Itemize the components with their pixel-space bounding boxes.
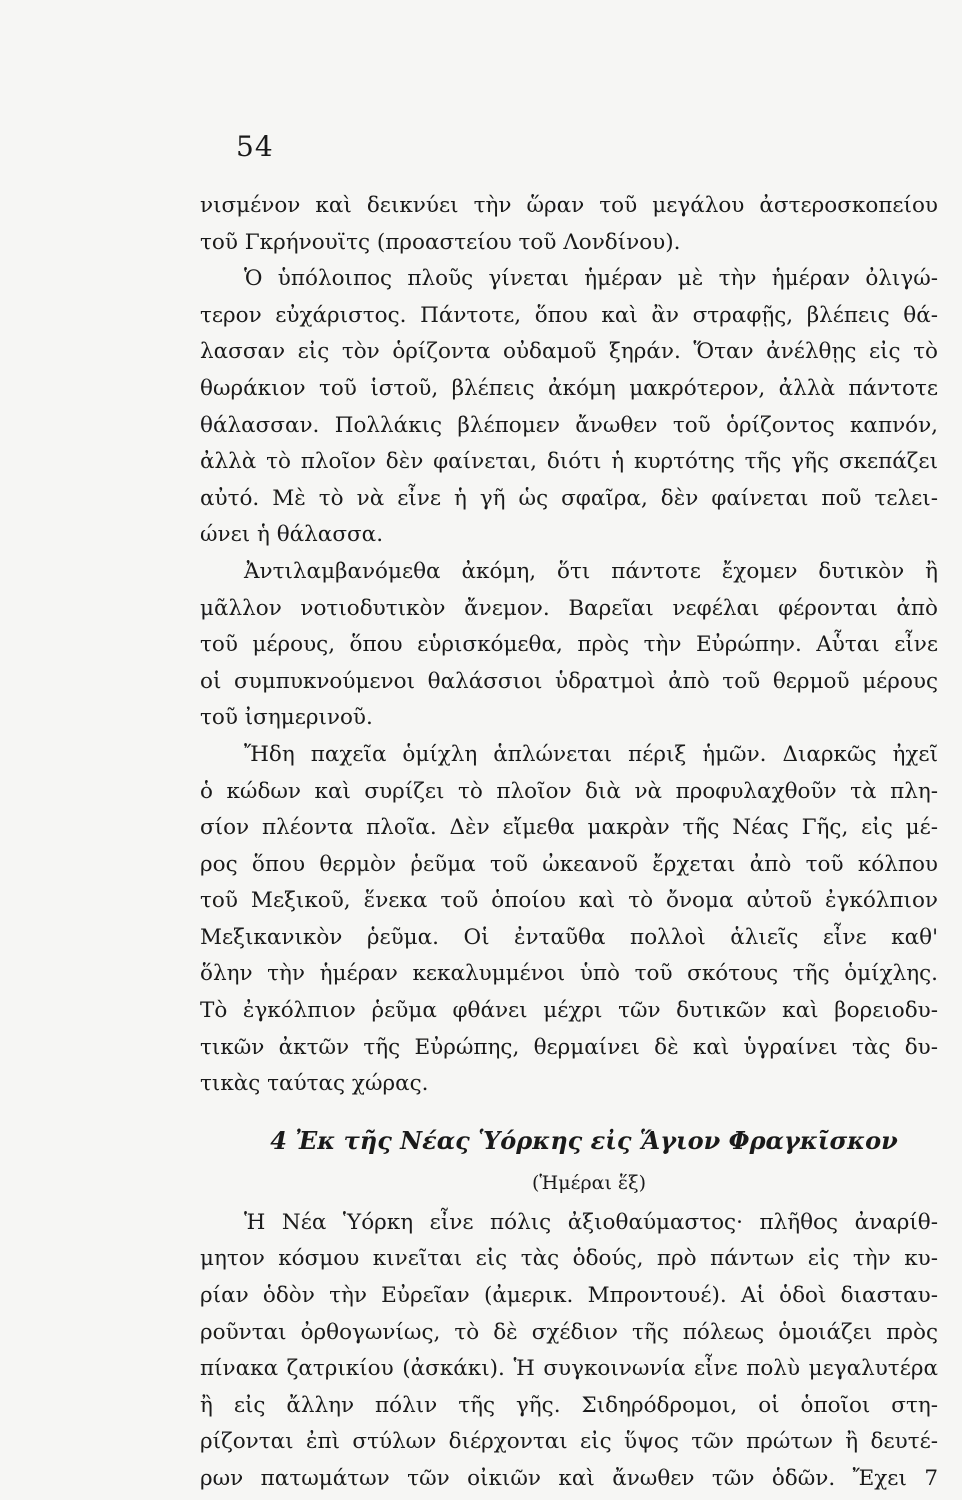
text-line: Ἡ Νέα Ὑόρκη εἶνε πόλις ἀξιοθαύμαστος· πλῆθος ἀναρίθ-	[244, 1209, 938, 1235]
text-line: τοῦ ἰσημερινοῦ.	[200, 705, 373, 731]
text-line: ροῦνται ὀρθογωνίως, τὸ δὲ σχέδιον τῆς πόλεως ὁμοιάζει πρὸς	[200, 1319, 938, 1345]
text-line: μᾶλλον νοτιοδυτικὸν ἄνεμον. Βαρεῖαι νεφέλαι φέρονται ἀπὸ	[200, 595, 938, 621]
text-line: ρίαν ὁδὸν τὴν Εὐρεῖαν (ἀμερικ. Μπροντουέ). Αἱ ὁδοὶ διασταυ-	[200, 1283, 938, 1309]
section-subheading: (Ἡμέραι ἕξ)	[531, 1171, 647, 1194]
text-line: πίνακα ζατρικίου (ἀσκάκι). Ἡ συγκοινωνία εἶνε πολὺ μεγαλυτέρα	[200, 1356, 938, 1382]
text-line: Τὸ ἐγκόλπιον ῥεῦμα φθάνει μέχρι τῶν δυτικῶν καὶ βορειοδυ-	[200, 998, 938, 1024]
text-line: τοῦ Μεξικοῦ, ἕνεκα τοῦ ὁποίου καὶ τὸ ὄνομα αὐτοῦ ἐγκόλπιον	[200, 888, 938, 914]
text-line: ἢ εἰς ἄλλην πόλιν τῆς γῆς. Σιδηρόδρομοι, οἱ ὁποῖοι στη-	[200, 1392, 938, 1418]
text-line: μητον κόσμου κινεῖται εἰς τὰς ὁδούς, πρὸ πάντων εἰς τὴν κυ-	[200, 1246, 938, 1272]
text-line: τικὰς ταύτας χώρας.	[200, 1071, 429, 1097]
page-number: 54	[236, 130, 274, 163]
text-block	[200, 188, 938, 1498]
text-line: ρος ὅπου θερμὸν ῥεῦμα τοῦ ὠκεανοῦ ἔρχεται ἀπὸ τοῦ κόλπου	[200, 851, 938, 877]
text-line: Ἀντιλαμβανόμεθα ἀκόμη, ὅτι πάντοτε ἔχομεν δυτικὸν ἢ	[244, 558, 938, 584]
section-heading: 4 Ἐκ τῆς Νέας Ὑόρκης εἰς Ἅγιον Φραγκῖσκον	[270, 1125, 898, 1155]
text-line: ρων πατωμάτων τῶν οἰκιῶν καὶ ἄνωθεν τῶν ὁδῶν. Ἔχει 7	[200, 1466, 938, 1491]
text-line: νισμένον καὶ δεικνύει τὴν ὥραν τοῦ μεγάλου ἀστεροσκοπείου	[200, 193, 938, 218]
text-line: τοῦ Γκρήνουϊτς (προαστείου τοῦ Λονδίνου).	[200, 229, 681, 255]
text-line: ώνει ἡ θάλασσα.	[200, 522, 384, 548]
text-line: αὐτό. Μὲ τὸ νὰ εἶνε ἡ γῆ ὡς σφαῖρα, δὲν φαίνεται ποῦ τελει-	[200, 485, 938, 511]
text-line: οἱ συμπυκνούμενοι θαλάσσιοι ὑδρατμοὶ ἀπὸ τοῦ θερμοῦ μέρους	[200, 668, 938, 694]
text-line: ὁ κώδων καὶ συρίζει τὸ πλοῖον διὰ νὰ προφυλαχθοῦν τὰ πλη-	[200, 778, 938, 804]
text-line: Ἤδη παχεῖα ὁμίχλη ἁπλώνεται πέριξ ἡμῶν. Διαρκῶς ἠχεῖ	[244, 741, 938, 767]
text-line: σίον πλέοντα πλοῖα. Δὲν εἴμεθα μακρὰν τῆς Νέας Γῆς, εἰς μέ-	[200, 815, 938, 841]
text-line: ρίζονται ἐπὶ στύλων διέρχονται εἰς ὕψος τῶν πρώτων ἢ δευτέ-	[200, 1429, 938, 1455]
text-line: θάλασσαν. Πολλάκις βλέπομεν ἄνωθεν τοῦ ὁρίζοντος καπνόν,	[200, 412, 938, 438]
text-line: θωράκιον τοῦ ἱστοῦ, βλέπεις ἀκόμη μακρότερον, ἀλλὰ πάντοτε	[200, 375, 938, 401]
text-line: ἀλλὰ τὸ πλοῖον δὲν φαίνεται, διότι ἡ κυρτότης τῆς γῆς σκεπάζει	[200, 449, 938, 475]
text-line: τερον εὐχάριστος. Πάντοτε, ὅπου καὶ ἂν στραφῇς, βλέπεις θά-	[200, 302, 938, 328]
text-line: Ὁ ὑπόλοιπος πλοῦς γίνεται ἡμέραν μὲ τὴν ἡμέραν ὀλιγώ-	[244, 266, 938, 292]
text-line: λασσαν εἰς τὸν ὁρίζοντα οὐδαμοῦ ξηράν. Ὅταν ἀνέλθῃς εἰς τὸ	[200, 339, 938, 365]
text-line: τοῦ μέρους, ὅπου εὑρισκόμεθα, πρὸς τὴν Εὐρώπην. Αὗται εἶνε	[200, 632, 938, 658]
text-line: ὅλην τὴν ἡμέραν κεκαλυμμένοι ὑπὸ τοῦ σκότους τῆς ὁμίχλης.	[200, 961, 938, 987]
text-line: Μεξικανικὸν ῥεῦμα. Οἱ ἐνταῦθα πολλοὶ ἁλιεῖς εἶνε καθ'	[200, 924, 938, 950]
text-line: τικῶν ἀκτῶν τῆς Εὐρώπης, θερμαίνει δὲ καὶ ὑγραίνει τὰς δυ-	[200, 1034, 938, 1060]
